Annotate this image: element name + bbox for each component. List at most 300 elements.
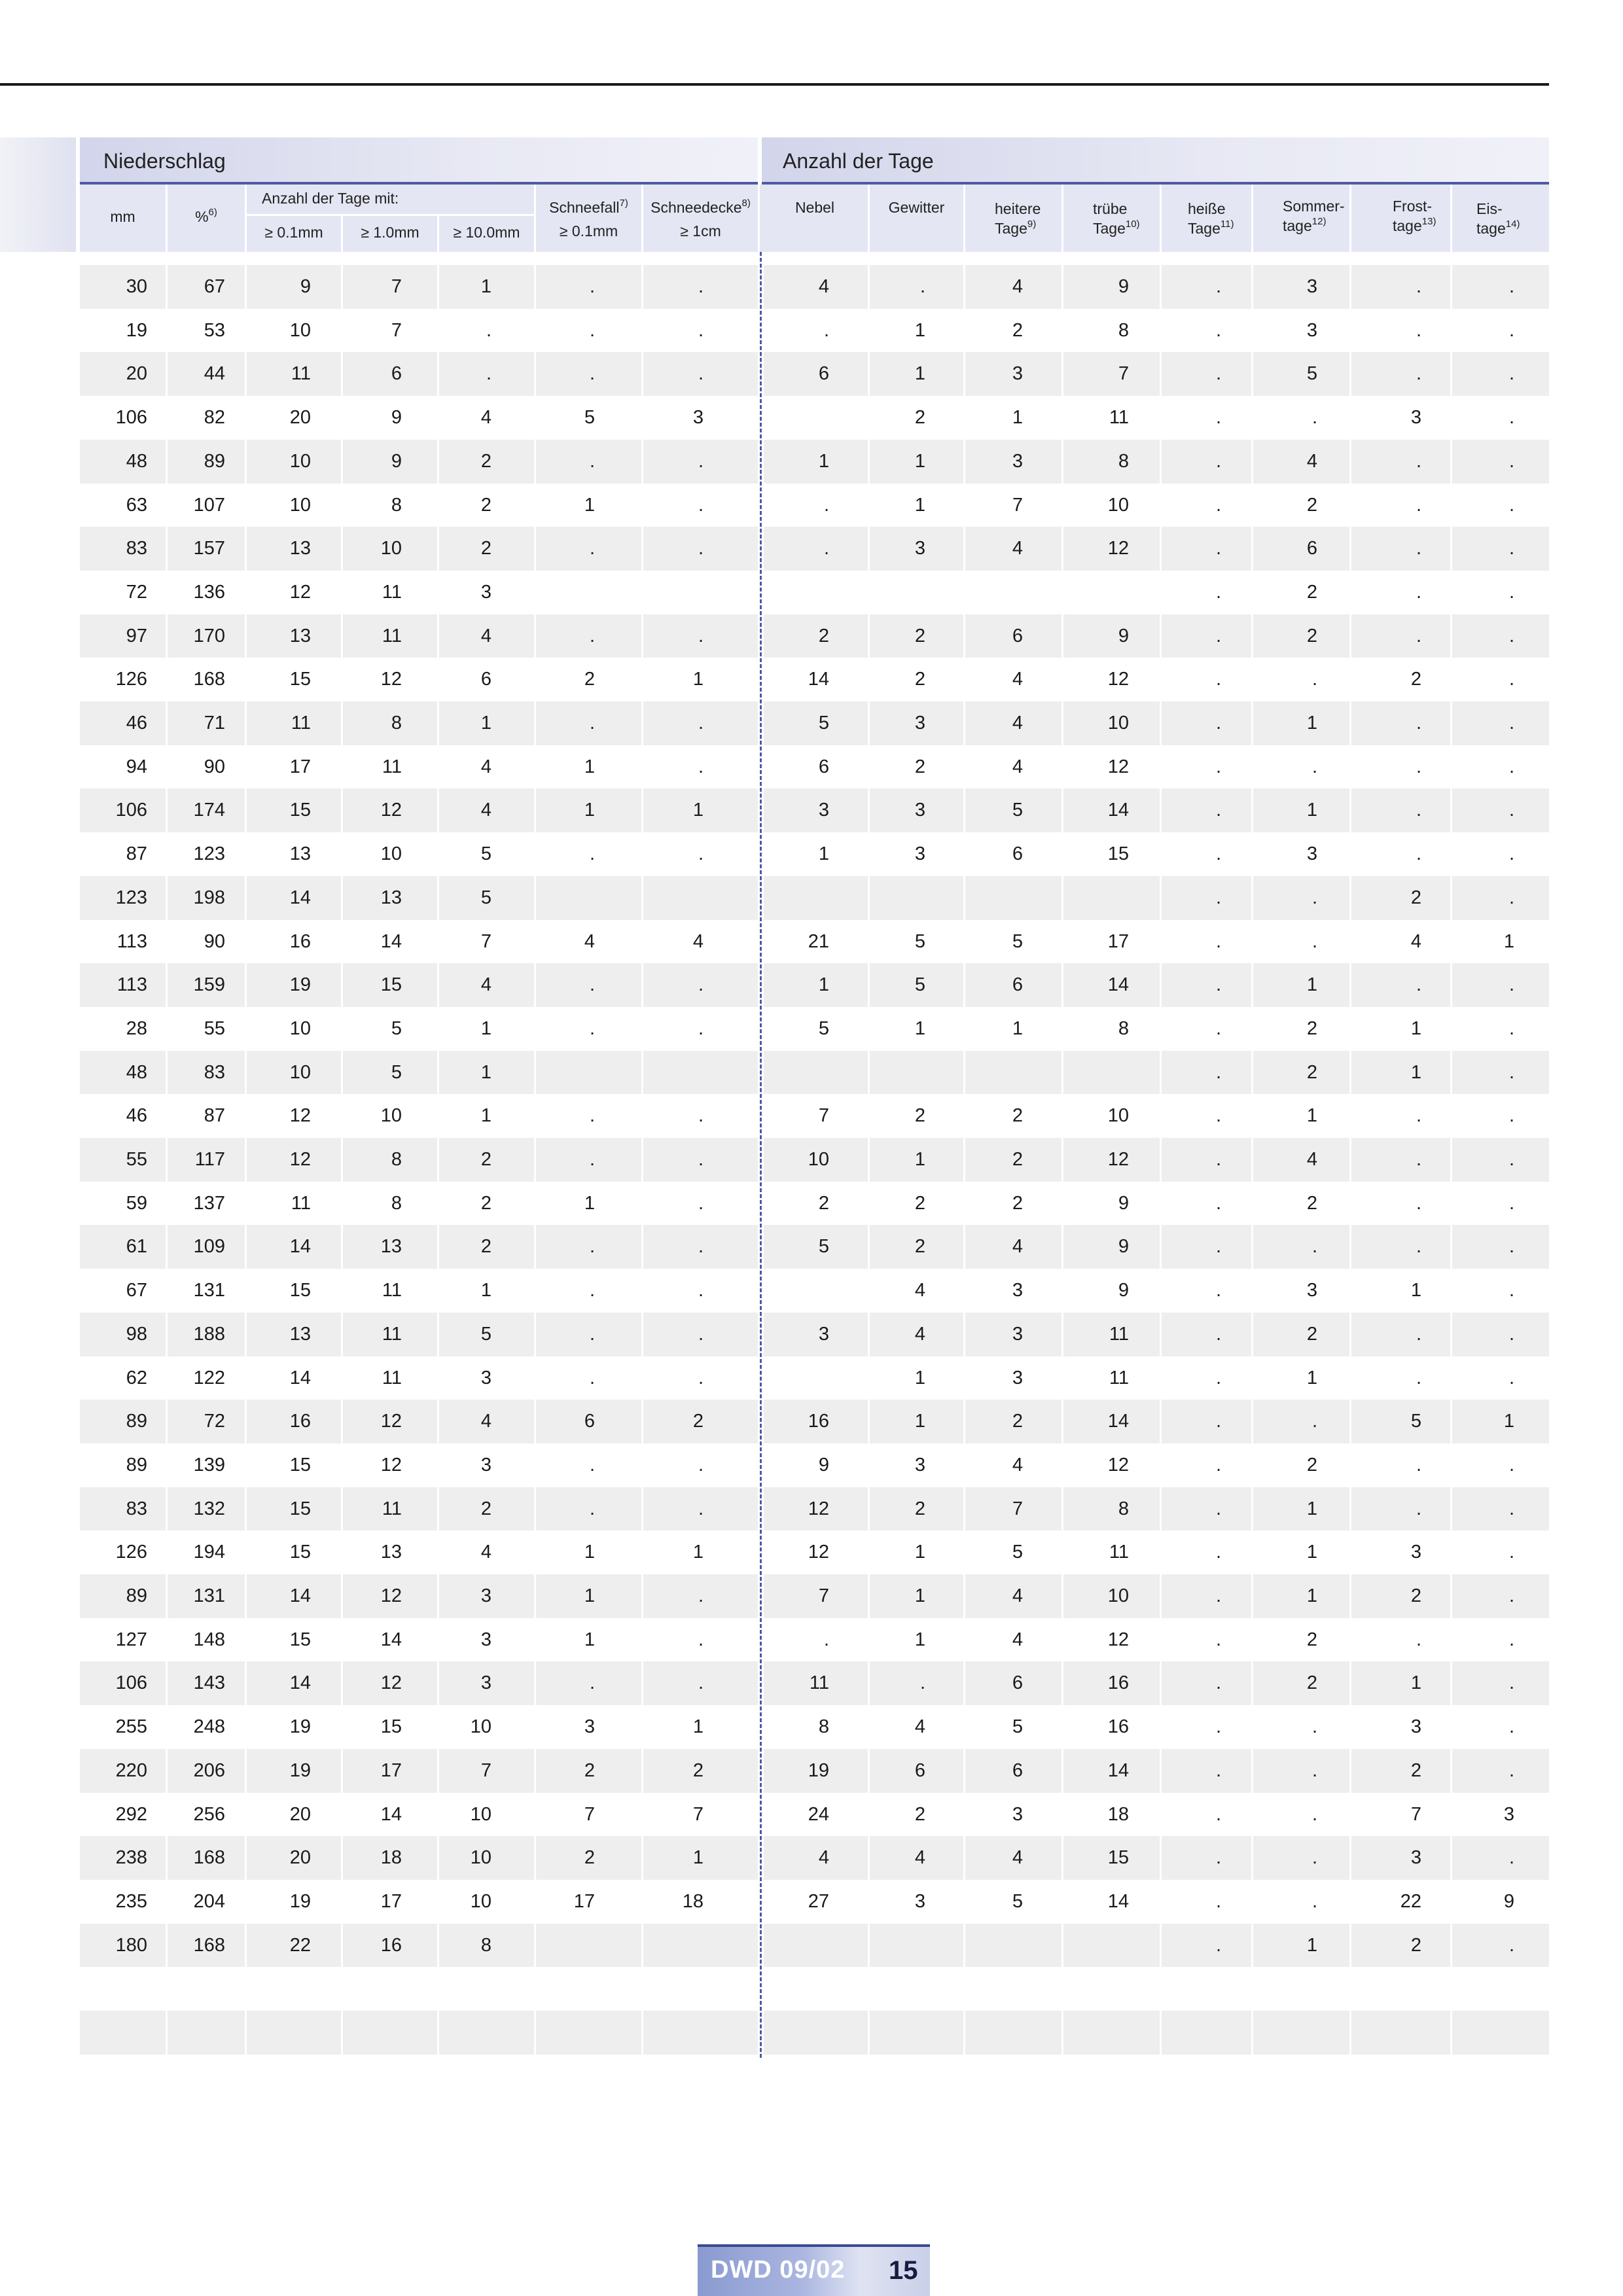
table-cell: . (589, 1017, 595, 1039)
table-cell: 7 (1012, 1498, 1023, 1519)
table-cell: 14 (1107, 1890, 1129, 1912)
table-cell: 2 (914, 625, 925, 646)
table-cell: 87 (126, 843, 147, 865)
table-cell: 2 (914, 1236, 925, 1258)
table-cell: . (698, 1236, 704, 1258)
table-cell: . (1416, 625, 1421, 646)
table-cell: . (589, 1323, 595, 1345)
table-cell: 1 (584, 1629, 595, 1650)
table-cell: 2 (1012, 1149, 1023, 1170)
table-cell: . (1215, 930, 1221, 952)
table-cell: 1 (480, 276, 491, 297)
table-cell: 3 (480, 1585, 491, 1606)
table-cell: . (1215, 887, 1221, 908)
table-cell (751, 1967, 829, 2011)
table-cell: . (1416, 1149, 1421, 1170)
table-cell: 97 (126, 625, 147, 646)
table-cell: 157 (193, 538, 225, 559)
table-cell: 14 (289, 1367, 311, 1388)
table-cell: 8 (1118, 1017, 1129, 1039)
col-mm: mm (110, 208, 135, 225)
table-cell: 14 (1107, 974, 1129, 996)
table-row (80, 832, 1549, 876)
table-cell (147, 2011, 225, 2055)
table-cell: 2 (480, 1149, 491, 1170)
table-cell: 19 (126, 319, 147, 341)
table-cell: 10 (289, 494, 311, 516)
table-cell (1436, 2011, 1514, 2055)
table-cell: 14 (289, 1672, 311, 1694)
table-cell: 6 (480, 669, 491, 690)
table-cell: . (1311, 407, 1317, 429)
table-cell: 90 (204, 930, 225, 952)
table-cell: 17 (380, 1890, 402, 1912)
table-cell: 72 (126, 581, 147, 603)
table-cell: . (919, 276, 925, 297)
table-cell (625, 1924, 704, 1968)
table-cell (1143, 1967, 1221, 2011)
table-cell: 7 (584, 1803, 595, 1825)
table-cell: 1 (1503, 930, 1514, 952)
table-cell: 7 (818, 1105, 829, 1127)
table-cell: 11 (382, 625, 402, 646)
table-cell: 89 (126, 1411, 147, 1432)
table-cell: . (698, 713, 704, 733)
table-cell: 1 (818, 450, 829, 472)
table-cell: . (589, 1367, 595, 1388)
table-cell: 3 (1012, 1803, 1023, 1825)
table-cell: 3 (914, 843, 925, 865)
table-cell: 9 (1118, 625, 1129, 646)
table-cell: 5 (1012, 1716, 1023, 1738)
table-cell: 123 (115, 887, 147, 908)
table-cell: 10 (380, 538, 402, 559)
table-row (80, 571, 1549, 614)
table-cell: 15 (289, 1280, 311, 1301)
table-cell: 3 (914, 1454, 925, 1475)
table-cell: . (1416, 1323, 1421, 1345)
table-cell: . (1508, 450, 1514, 472)
table-cell: . (823, 494, 829, 516)
table-row (80, 701, 1549, 745)
table-cell: 10 (470, 1847, 491, 1869)
table-cell: . (1508, 1061, 1514, 1083)
table-cell: 5 (1012, 1542, 1023, 1563)
table-cell: . (1215, 843, 1221, 865)
table-cell: 83 (204, 1061, 225, 1083)
table-cell: . (1508, 319, 1514, 341)
table-cell: . (1508, 407, 1514, 429)
table-cell: 17 (289, 756, 311, 777)
table-cell: 11 (382, 1367, 402, 1388)
table-cell: 55 (126, 1149, 147, 1170)
table-row (80, 440, 1549, 484)
table-cell: 6 (1012, 974, 1023, 996)
table-cell: 2 (1306, 1017, 1317, 1039)
table-cell: 255 (115, 1716, 147, 1738)
table-cell: 21 (808, 930, 829, 952)
table-cell: 13 (380, 1542, 402, 1563)
table-cell (751, 2011, 829, 2055)
table-cell: 9 (1118, 1280, 1129, 1301)
table-cell: 15 (1107, 1847, 1129, 1869)
table-cell: 4 (1306, 450, 1317, 472)
table-cell: 10 (1107, 1585, 1129, 1606)
table-cell: 8 (1118, 1498, 1129, 1519)
table-cell: 6 (1012, 843, 1023, 865)
table-row (80, 1269, 1549, 1313)
table-cell: 87 (204, 1105, 225, 1127)
table-cell (1050, 1924, 1129, 1968)
table-cell: 3 (480, 1629, 491, 1650)
table-cell: . (1508, 669, 1514, 690)
table-cell: 235 (115, 1890, 147, 1912)
table-cell (1239, 2011, 1317, 2055)
table-cell: 13 (289, 843, 311, 865)
table-cell: 4 (1410, 930, 1421, 952)
table-cell: 10 (289, 319, 311, 341)
table-cell: 4 (914, 1716, 925, 1738)
table-cell: . (589, 1280, 595, 1301)
table-cell: 18 (380, 1847, 402, 1869)
table-cell: 5 (914, 974, 925, 996)
table-cell: 4 (692, 930, 704, 952)
table-cell: . (1215, 1847, 1221, 1869)
table-cell: 2 (1410, 1934, 1421, 1956)
table-cell: . (1215, 319, 1221, 341)
table-cell: . (1508, 538, 1514, 559)
table-cell: 6 (818, 756, 829, 777)
table-cell: 15 (289, 669, 311, 690)
table-cell: 15 (289, 1454, 311, 1475)
table-cell: . (698, 1192, 704, 1214)
table-cell: . (919, 1672, 925, 1694)
table-cell: 4 (480, 800, 491, 821)
table-cell: 139 (193, 1454, 225, 1475)
table-cell: 1 (1306, 974, 1317, 996)
table-cell: 3 (1012, 1367, 1023, 1388)
table-cell: 3 (914, 538, 925, 559)
table-cell: 1 (1306, 1934, 1317, 1956)
table-cell: 8 (391, 1192, 402, 1214)
table-row (80, 1749, 1549, 1793)
table-cell: 7 (480, 930, 491, 952)
table-cell: 2 (1306, 1323, 1317, 1345)
table-cell: . (1416, 494, 1421, 516)
table-cell (944, 1924, 1023, 1968)
page-number: 15 (889, 2256, 918, 2285)
table-cell: 131 (193, 1280, 225, 1301)
table-cell: 10 (289, 450, 311, 472)
table-row (80, 309, 1549, 353)
table-cell: 5 (391, 1061, 402, 1083)
table-cell: . (1508, 494, 1514, 516)
table-cell: 53 (204, 319, 225, 341)
table-cell: 3 (1306, 1280, 1317, 1301)
table-cell: 198 (193, 887, 225, 908)
table-cell: . (698, 1629, 704, 1650)
table-cell: . (1215, 1542, 1221, 1563)
table-cell: 16 (1107, 1716, 1129, 1738)
table-row (80, 1051, 1549, 1095)
table-cell: 10 (470, 1890, 491, 1912)
table-cell: . (1215, 1890, 1221, 1912)
table-cell: . (1215, 625, 1221, 646)
table-cell: 3 (914, 713, 925, 733)
table-cell: 12 (808, 1498, 829, 1519)
table-cell: 3 (1410, 1542, 1421, 1563)
table-cell: 71 (204, 713, 225, 733)
table-cell: . (1508, 1454, 1514, 1475)
table-row (80, 352, 1549, 396)
table-cell: 12 (1107, 1454, 1129, 1475)
table-cell: . (1416, 319, 1421, 341)
table-cell: 2 (1306, 1629, 1317, 1650)
table-row (80, 658, 1549, 701)
table-cell: 127 (115, 1629, 147, 1650)
table-cell: 2 (914, 1105, 925, 1127)
table-cell: 6 (391, 363, 402, 385)
table-cell: 15 (1107, 843, 1129, 865)
table-cell: 3 (1503, 1803, 1514, 1825)
table-cell: 2 (818, 1192, 829, 1214)
table-cell: 109 (193, 1236, 225, 1258)
table-cell: . (1215, 1629, 1221, 1650)
table-cell: 6 (584, 1411, 595, 1432)
col-schneefall: Schneefall$^{7)}$ (549, 198, 628, 216)
table-cell: . (589, 713, 595, 733)
table-cell: 63 (126, 494, 147, 516)
table-cell: 20 (289, 1847, 311, 1869)
table-cell: . (1215, 1934, 1221, 1956)
table-cell: 3 (480, 1367, 491, 1388)
table-cell: . (1311, 756, 1317, 777)
table-cell: . (1508, 1367, 1514, 1388)
table-cell: 7 (391, 276, 402, 297)
table-cell: . (1215, 1323, 1221, 1345)
table-cell: . (1508, 1672, 1514, 1694)
col-truebe-tage: trübe Tage$^{10)}$ (1093, 200, 1140, 237)
table-cell (944, 1967, 1023, 2011)
table-cell: 14 (289, 1585, 311, 1606)
table-row (80, 1094, 1549, 1138)
table-cell: 2 (1012, 1192, 1023, 1214)
table-cell: 14 (1107, 800, 1129, 821)
table-cell: . (589, 843, 595, 865)
table-cell: 2 (1306, 1061, 1317, 1083)
table-cell: 14 (808, 669, 829, 690)
table-cell (413, 2011, 491, 2055)
table-cell: 4 (480, 974, 491, 996)
table-row (80, 1967, 1549, 2011)
table-cell: . (1215, 756, 1221, 777)
table-cell: 2 (692, 1759, 704, 1781)
table-row (80, 920, 1549, 964)
table-cell (323, 1967, 402, 2011)
table-row (80, 1530, 1549, 1574)
table-cell (847, 2011, 925, 2055)
table-cell: 13 (289, 538, 311, 559)
table-cell: 1 (818, 843, 829, 865)
table-cell: 11 (382, 1323, 402, 1345)
table-cell: 3 (480, 1454, 491, 1475)
table-cell: 1 (480, 1105, 491, 1127)
table-cell: 98 (126, 1323, 147, 1345)
table-cell (516, 1924, 595, 1968)
table-cell: 10 (289, 1017, 311, 1039)
table-cell: . (1215, 1017, 1221, 1039)
table-cell (847, 571, 925, 614)
table-cell: 1 (1306, 800, 1317, 821)
table-cell (516, 876, 595, 920)
table-cell: 14 (380, 1629, 402, 1650)
table-cell: 89 (204, 450, 225, 472)
table-cell: 5 (1410, 1411, 1421, 1432)
footer-brand: DWD 09/02 (711, 2256, 846, 2284)
table-cell: 11 (1109, 407, 1129, 429)
table-cell: 83 (126, 538, 147, 559)
table-cell: 2 (1306, 494, 1317, 516)
col-schneedecke-sub: ≥ 1cm (680, 222, 721, 239)
table-cell: 5 (914, 930, 925, 952)
table-cell (625, 876, 704, 920)
table-cell: 1 (584, 1192, 595, 1214)
table-cell: . (1416, 974, 1421, 996)
table-cell: 106 (115, 800, 147, 821)
table-cell: . (698, 1672, 704, 1694)
table-cell: 7 (391, 319, 402, 341)
table-cell: 1 (1503, 1411, 1514, 1432)
table-cell: 143 (193, 1672, 225, 1694)
table-cell: . (1215, 1454, 1221, 1475)
table-cell: 16 (808, 1411, 829, 1432)
table-cell: 3 (1012, 363, 1023, 385)
table-cell: 6 (1012, 1759, 1023, 1781)
table-cell: 7 (692, 1803, 704, 1825)
col-gewitter: Gewitter (888, 199, 945, 216)
table-cell: 117 (194, 1149, 225, 1170)
table-cell: 12 (380, 1672, 402, 1694)
table-cell: . (1508, 1236, 1514, 1258)
table-cell: 14 (380, 930, 402, 952)
table-cell: . (1416, 581, 1421, 603)
table-cell: 9 (1503, 1890, 1514, 1912)
table-cell: . (698, 363, 704, 385)
table-cell: 10 (808, 1149, 829, 1170)
col-pct: %$^{6)}$ (195, 207, 217, 225)
table-cell: . (823, 319, 829, 341)
table-cell: 10 (470, 1716, 491, 1738)
table-cell (1050, 571, 1129, 614)
table-cell: 16 (289, 930, 311, 952)
table-cell: 11 (382, 581, 402, 603)
table-cell: . (1508, 363, 1514, 385)
table-cell: 3 (914, 800, 925, 821)
table-cell: 13 (289, 625, 311, 646)
table-cell: 168 (193, 669, 225, 690)
table-cell: . (698, 494, 704, 516)
table-cell: . (1215, 1803, 1221, 1825)
table-cell: 9 (1118, 276, 1129, 297)
table-cell: 5 (480, 843, 491, 865)
table-cell: 22 (289, 1934, 311, 1956)
table-cell: . (589, 276, 595, 297)
table-cell: . (1215, 407, 1221, 429)
table-cell: 5 (818, 713, 829, 733)
table-row (80, 2011, 1549, 2055)
table-cell: 136 (193, 581, 225, 603)
table-cell: 113 (116, 930, 147, 952)
table-cell (751, 571, 829, 614)
table-cell (847, 1967, 925, 2011)
table-cell: 1 (914, 1542, 925, 1563)
col-heitere-tage: heitere Tage$^{9)}$ (995, 200, 1041, 237)
anzahl-tage-header (762, 137, 1549, 185)
table-cell: 12 (289, 581, 311, 603)
table-cell: 2 (1306, 1454, 1317, 1475)
table-cell: 12 (1107, 669, 1129, 690)
table-cell: . (698, 1105, 704, 1127)
table-cell: 3 (818, 800, 829, 821)
col-frosttage: Frost- tage$^{13)}$ (1393, 198, 1436, 234)
table-cell: 1 (914, 1149, 925, 1170)
table-cell: . (1416, 1454, 1421, 1475)
table-cell: 1 (692, 1542, 704, 1563)
table-cell: . (698, 538, 704, 559)
table-cell: 2 (1306, 1192, 1317, 1214)
table-cell: 122 (193, 1367, 225, 1388)
table-row (80, 484, 1549, 527)
table-cell: 137 (193, 1192, 225, 1214)
table-cell: 48 (126, 1061, 147, 1083)
table-cell: . (1215, 1192, 1221, 1214)
table-cell: 2 (914, 1498, 925, 1519)
table-cell: . (1508, 1498, 1514, 1519)
table-cell: 12 (1107, 1149, 1129, 1170)
table-cell: 19 (289, 1759, 311, 1781)
table-cell: . (1416, 756, 1421, 777)
table-cell: . (1215, 1759, 1221, 1781)
table-cell: 8 (391, 713, 402, 733)
col-sommertage: Sommer- tage$^{12)}$ (1283, 198, 1345, 234)
table-row (80, 614, 1549, 658)
table-cell: 3 (1306, 843, 1317, 865)
table-cell: . (1311, 1890, 1317, 1912)
table-cell: . (1311, 930, 1317, 952)
table-cell (323, 2011, 402, 2055)
table-cell: . (1416, 450, 1421, 472)
table-cell: 24 (808, 1803, 829, 1825)
table-cell: . (698, 1280, 704, 1301)
table-cell (847, 1924, 925, 1968)
table-cell: 10 (1107, 713, 1129, 733)
table-cell: . (1215, 669, 1221, 690)
table-cell: 12 (380, 800, 402, 821)
table-cell: . (1508, 843, 1514, 865)
table-cell: 5 (1012, 1890, 1023, 1912)
table-cell: . (698, 1149, 704, 1170)
table-cell: . (589, 1672, 595, 1694)
table-cell: 8 (391, 1149, 402, 1170)
left-margin-band (0, 137, 76, 252)
table-cell: 2 (480, 450, 491, 472)
table-row (80, 1836, 1549, 1880)
table-cell: 15 (289, 800, 311, 821)
table-cell: 2 (1410, 669, 1421, 690)
table-cell: . (698, 1017, 704, 1039)
table-cell (1239, 1967, 1317, 2011)
table-cell: . (1416, 713, 1421, 733)
